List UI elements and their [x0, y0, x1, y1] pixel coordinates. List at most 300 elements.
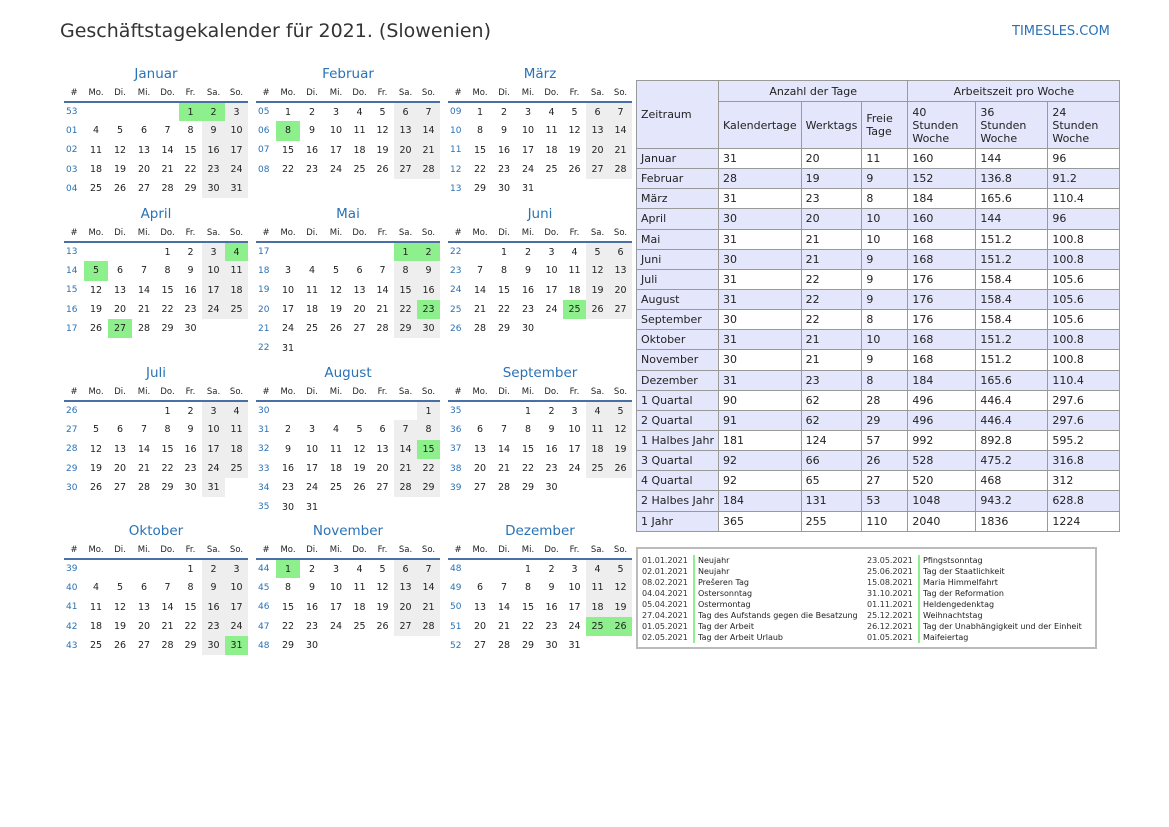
period-cell: Dezember: [637, 370, 719, 390]
week-row: [448, 578, 632, 597]
day-cell: 25: [305, 323, 319, 335]
day-cell: 13: [473, 443, 487, 455]
day-cell: 22: [473, 164, 487, 176]
week-row: [64, 478, 248, 497]
day-cell: 18: [545, 144, 558, 156]
day-cell: 8: [476, 125, 484, 137]
day-cell: 3: [571, 405, 578, 417]
day-cell: 1: [276, 559, 300, 578]
holiday-name: Neujahr: [698, 556, 730, 565]
value-cell: 100.8: [1048, 229, 1120, 249]
day-cell: 27: [353, 323, 366, 335]
week-number: 49: [450, 582, 462, 593]
day-cell: 17: [545, 284, 558, 296]
week-number: 51: [450, 621, 462, 632]
day-cell: 2: [548, 563, 555, 575]
value-cell: 30: [719, 310, 802, 330]
week-number: 41: [66, 602, 78, 613]
day-cell: [300, 338, 324, 357]
weekday-header: Di.: [108, 84, 132, 102]
week-row: [64, 179, 248, 198]
value-cell: 9: [862, 350, 908, 370]
value-cell: 96: [1048, 149, 1120, 169]
day-cell: 18: [353, 601, 366, 613]
value-cell: 1048: [908, 491, 976, 511]
day-cell: 1: [164, 405, 171, 417]
holiday-row: [642, 588, 858, 599]
week-row: [64, 160, 248, 179]
day-cell: 10: [568, 582, 581, 594]
day-cell: 2: [202, 102, 225, 121]
day-cell: [348, 636, 371, 655]
holiday-date: 02.01.2021: [642, 566, 695, 577]
weekday-header: Do.: [540, 224, 563, 242]
holiday-name: Neujahr: [698, 567, 730, 576]
weekday-header: Do.: [348, 224, 371, 242]
day-cell: 22: [417, 459, 440, 478]
value-cell: 144: [976, 149, 1048, 169]
day-cell: 30: [497, 183, 511, 195]
day-cell: 25: [586, 459, 609, 478]
week-row: [256, 121, 440, 140]
weekday-header: Di.: [492, 383, 516, 401]
day-cell: 28: [376, 323, 389, 335]
month-2: [448, 64, 632, 198]
week-row: [448, 617, 632, 636]
day-cell: 25: [89, 183, 103, 195]
value-cell: 943.2: [976, 491, 1048, 511]
weekday-header: Fr.: [371, 383, 394, 401]
value-cell: 297.6: [1048, 410, 1120, 430]
day-cell: [156, 102, 179, 121]
weekday-header: Sa.: [586, 84, 609, 102]
week-number: 03: [66, 164, 78, 175]
week-row: [256, 102, 440, 121]
day-cell: [540, 179, 563, 198]
weekday-header: Di.: [300, 383, 324, 401]
day-cell: 6: [140, 125, 148, 137]
value-cell: 100.8: [1048, 350, 1120, 370]
holiday-row: [642, 610, 858, 621]
day-cell: 13: [473, 601, 487, 613]
week-row: [256, 242, 440, 261]
day-cell: 19: [329, 304, 343, 316]
holiday-column-left: [642, 555, 858, 643]
weekday-header: Di.: [300, 224, 324, 242]
weekday-header: Do.: [348, 541, 371, 559]
day-cell: 2: [308, 106, 316, 118]
day-cell: 21: [137, 304, 151, 316]
day-cell: 8: [417, 420, 440, 439]
day-cell: 6: [379, 424, 386, 436]
day-cell: [348, 401, 371, 420]
weekday-header: Sa.: [394, 383, 417, 401]
day-cell: 25: [225, 300, 248, 319]
day-cell: 24: [281, 323, 295, 335]
day-cell: 9: [284, 443, 292, 455]
weekday-header: Mo.: [468, 541, 492, 559]
day-cell: 17: [329, 601, 343, 613]
day-cell: 21: [376, 304, 389, 316]
value-cell: 152: [908, 169, 976, 189]
day-cell: 30: [202, 636, 225, 655]
day-cell: [586, 319, 609, 338]
weekday-header: Mo.: [276, 541, 300, 559]
day-cell: 4: [586, 401, 609, 420]
day-cell: 31: [281, 342, 295, 354]
day-cell: 30: [417, 319, 440, 338]
day-cell: 22: [281, 164, 295, 176]
week-row: [64, 617, 248, 636]
day-cell: 23: [417, 300, 440, 319]
month-5: [448, 204, 632, 338]
month-name: Februar: [322, 66, 374, 82]
value-cell: 90: [719, 390, 802, 410]
week-number: 17: [66, 323, 78, 334]
week-number: 24: [450, 285, 462, 296]
day-cell: [371, 497, 394, 516]
holiday-row: [867, 555, 1082, 566]
week-row: [256, 141, 440, 160]
value-cell: 297.6: [1048, 390, 1120, 410]
day-cell: 15: [394, 281, 417, 300]
week-number: 34: [258, 482, 270, 493]
week-row: [64, 319, 248, 338]
day-cell: 18: [225, 440, 248, 459]
week-number: 27: [66, 424, 78, 435]
period-cell: November: [637, 350, 719, 370]
day-cell: 20: [113, 304, 127, 316]
day-cell: [132, 401, 156, 420]
day-cell: 29: [184, 640, 197, 652]
weekday-header: Mi.: [132, 84, 156, 102]
value-cell: 22: [801, 310, 862, 330]
month-name: Juli: [145, 365, 167, 381]
weekday-header: Mi.: [132, 224, 156, 242]
weekday-header: Di.: [492, 224, 516, 242]
day-cell: 28: [609, 160, 632, 179]
day-cell: 12: [376, 582, 389, 594]
day-cell: 17: [568, 601, 581, 613]
day-cell: 8: [187, 582, 194, 594]
day-cell: 16: [545, 601, 558, 613]
weekday-header: So.: [417, 84, 440, 102]
day-cell: 4: [548, 106, 555, 118]
day-cell: 10: [202, 420, 225, 439]
weekday-header: Fr.: [371, 84, 394, 102]
day-cell: 18: [89, 164, 103, 176]
col-calendar-days-header: Kalendertage: [719, 102, 802, 149]
day-cell: 5: [332, 265, 340, 277]
day-cell: [132, 559, 156, 578]
week-number: 44: [258, 564, 270, 575]
period-cell: Juni: [637, 249, 719, 269]
day-cell: 24: [202, 300, 225, 319]
weekday-header: #: [256, 541, 276, 559]
holiday-date: 15.08.2021: [867, 577, 920, 588]
day-cell: 4: [225, 242, 248, 261]
weekday-header: Fr.: [563, 84, 586, 102]
day-cell: 19: [609, 440, 632, 459]
holiday-column-right: [867, 555, 1082, 643]
day-cell: 5: [116, 582, 124, 594]
day-cell: 4: [356, 563, 363, 575]
site-link[interactable]: TIMESLES.COM: [1012, 24, 1110, 39]
holiday-name: Ostermontag: [698, 600, 751, 609]
weekday-header: Mo.: [84, 541, 108, 559]
holiday-date: 26.12.2021: [867, 621, 920, 632]
day-cell: 1: [524, 563, 532, 575]
value-cell: 110.4: [1048, 189, 1120, 209]
value-cell: 10: [862, 209, 908, 229]
period-cell: Mai: [637, 229, 719, 249]
day-cell: [276, 401, 300, 420]
day-cell: 12: [568, 125, 581, 137]
day-cell: 9: [187, 265, 194, 277]
day-cell: [84, 102, 108, 121]
day-cell: 16: [281, 463, 295, 475]
value-cell: 9: [862, 269, 908, 289]
day-cell: 5: [116, 125, 124, 137]
weekday-header: Mo.: [84, 84, 108, 102]
day-cell: 3: [225, 559, 248, 578]
day-cell: 20: [394, 141, 417, 160]
day-cell: 23: [497, 164, 511, 176]
value-cell: 158.4: [976, 269, 1048, 289]
weekday-header: So.: [225, 541, 248, 559]
day-cell: 11: [225, 420, 248, 439]
value-cell: 124: [801, 430, 862, 450]
day-cell: 7: [379, 265, 386, 277]
day-cell: 14: [161, 144, 174, 156]
weekday-header: Mo.: [468, 84, 492, 102]
day-cell: 1: [417, 401, 440, 420]
day-cell: 16: [497, 144, 511, 156]
day-cell: 9: [202, 578, 225, 597]
week-number: 12: [450, 164, 462, 175]
value-cell: 312: [1048, 471, 1120, 491]
day-cell: [348, 338, 371, 357]
day-cell: 7: [394, 420, 417, 439]
day-cell: [348, 497, 371, 516]
weekday-header: Fr.: [179, 224, 202, 242]
day-cell: 7: [476, 265, 484, 277]
day-cell: 21: [394, 459, 417, 478]
table-row: [637, 149, 1120, 169]
day-cell: [276, 242, 300, 261]
weekday-header: Do.: [540, 383, 563, 401]
day-cell: 28: [417, 160, 440, 179]
day-cell: 16: [184, 443, 197, 455]
day-cell: 20: [353, 304, 366, 316]
table-row: [637, 451, 1120, 471]
week-number: 40: [66, 582, 78, 593]
day-cell: 15: [161, 443, 174, 455]
value-cell: 27: [862, 471, 908, 491]
day-cell: [609, 319, 632, 338]
day-cell: 23: [202, 617, 225, 636]
day-cell: 26: [376, 621, 389, 633]
day-cell: 6: [476, 582, 484, 594]
day-cell: 5: [84, 261, 108, 280]
day-cell: 22: [161, 463, 174, 475]
weekday-header: Di.: [108, 224, 132, 242]
day-cell: 2: [202, 559, 225, 578]
week-number: 26: [66, 406, 78, 417]
weekday-header: Sa.: [202, 541, 225, 559]
day-cell: 13: [609, 261, 632, 280]
day-cell: 18: [586, 440, 609, 459]
day-cell: 7: [500, 582, 508, 594]
day-cell: 27: [376, 482, 389, 494]
value-cell: 892.8: [976, 430, 1048, 450]
week-number: 19: [258, 285, 270, 296]
day-cell: 13: [137, 144, 151, 156]
weekday-header: Mo.: [84, 383, 108, 401]
week-row: [64, 242, 248, 261]
day-cell: 13: [394, 578, 417, 597]
value-cell: 158.4: [976, 289, 1048, 309]
value-cell: 100.8: [1048, 249, 1120, 269]
week-row: [448, 401, 632, 420]
value-cell: 184: [719, 491, 802, 511]
weekday-header: #: [448, 541, 468, 559]
day-cell: [492, 401, 516, 420]
week-number: 26: [450, 323, 462, 334]
period-cell: April: [637, 209, 719, 229]
day-cell: 1: [284, 106, 292, 118]
value-cell: 21: [801, 249, 862, 269]
value-cell: 131: [801, 491, 862, 511]
day-cell: 6: [609, 242, 632, 261]
day-cell: 12: [89, 284, 103, 296]
value-cell: 1224: [1048, 511, 1120, 531]
day-cell: 24: [225, 617, 248, 636]
holiday-name: Tag der Arbeit: [698, 622, 755, 631]
week-number: 22: [258, 343, 270, 354]
day-cell: 17: [521, 144, 535, 156]
day-cell: [563, 478, 586, 497]
day-cell: [225, 319, 248, 338]
day-cell: 19: [113, 621, 127, 633]
week-row: [448, 478, 632, 497]
holiday-date: 27.04.2021: [642, 610, 695, 621]
weekday-header: Di.: [108, 541, 132, 559]
day-cell: [348, 242, 371, 261]
month-1: [256, 64, 440, 179]
day-cell: 13: [113, 284, 127, 296]
day-cell: 14: [417, 121, 440, 140]
day-cell: 5: [609, 401, 632, 420]
day-cell: 4: [356, 106, 363, 118]
period-cell: 2 Halbes Jahr: [637, 491, 719, 511]
weekday-header: #: [256, 224, 276, 242]
day-cell: 31: [568, 640, 581, 652]
value-cell: 151.2: [976, 330, 1048, 350]
table-row: [637, 229, 1120, 249]
weekday-header: So.: [609, 224, 632, 242]
day-cell: 25: [353, 164, 366, 176]
day-cell: 12: [586, 261, 609, 280]
weekday-header: #: [448, 84, 468, 102]
week-row: [448, 160, 632, 179]
period-cell: 1 Halbes Jahr: [637, 430, 719, 450]
day-cell: 17: [568, 443, 581, 455]
value-cell: 520: [908, 471, 976, 491]
day-cell: 6: [116, 265, 124, 277]
value-cell: 31: [719, 229, 802, 249]
week-number: 13: [450, 183, 462, 194]
day-cell: 20: [137, 164, 151, 176]
weekday-header: Sa.: [586, 224, 609, 242]
holiday-name: Tag des Aufstands gegen die Besatzung: [698, 611, 858, 620]
holiday-date: 02.05.2021: [642, 632, 695, 643]
value-cell: 96: [1048, 209, 1120, 229]
value-cell: 176: [908, 310, 976, 330]
day-cell: 15: [281, 144, 295, 156]
weekday-header: Fr.: [179, 541, 202, 559]
day-cell: 12: [353, 443, 366, 455]
weekday-header: Fr.: [179, 84, 202, 102]
day-cell: 5: [379, 106, 386, 118]
day-cell: 2: [548, 405, 555, 417]
day-cell: [156, 559, 179, 578]
value-cell: 110.4: [1048, 370, 1120, 390]
day-cell: 28: [497, 482, 511, 494]
weekday-header: So.: [225, 224, 248, 242]
holiday-row: [642, 566, 858, 577]
col-period-header: Zeitraum: [637, 81, 719, 149]
week-row: [256, 281, 440, 300]
value-cell: 9: [862, 249, 908, 269]
holiday-row: [642, 621, 858, 632]
day-cell: 18: [353, 144, 366, 156]
week-number: 36: [450, 424, 462, 435]
day-cell: 31: [225, 636, 248, 655]
day-cell: [108, 401, 132, 420]
value-cell: 66: [801, 451, 862, 471]
day-cell: 14: [417, 578, 440, 597]
week-number: 48: [450, 564, 462, 575]
day-cell: 6: [140, 582, 148, 594]
day-cell: 2: [187, 405, 194, 417]
value-cell: 11: [862, 149, 908, 169]
week-number: 35: [258, 502, 270, 513]
table-row: [637, 410, 1120, 430]
value-cell: 31: [719, 189, 802, 209]
week-number: 29: [66, 463, 78, 474]
day-cell: 16: [521, 284, 535, 296]
holiday-date: 08.02.2021: [642, 577, 695, 588]
day-cell: 25: [353, 621, 366, 633]
col-36h-header: 36 Stunden Woche: [976, 102, 1048, 149]
day-cell: 11: [568, 265, 581, 277]
day-cell: 8: [500, 265, 508, 277]
col-40h-header: 40 Stunden Woche: [908, 102, 976, 149]
week-number: 42: [66, 621, 78, 632]
weekday-header: Do.: [156, 383, 179, 401]
value-cell: 105.6: [1048, 269, 1120, 289]
day-cell: 8: [164, 265, 171, 277]
week-number: 31: [258, 424, 270, 435]
day-cell: 7: [164, 582, 171, 594]
value-cell: 31: [719, 370, 802, 390]
table-row: [637, 471, 1120, 491]
week-row: [448, 319, 632, 338]
weekday-header: Di.: [492, 84, 516, 102]
value-cell: 31: [719, 149, 802, 169]
day-cell: 9: [202, 121, 225, 140]
